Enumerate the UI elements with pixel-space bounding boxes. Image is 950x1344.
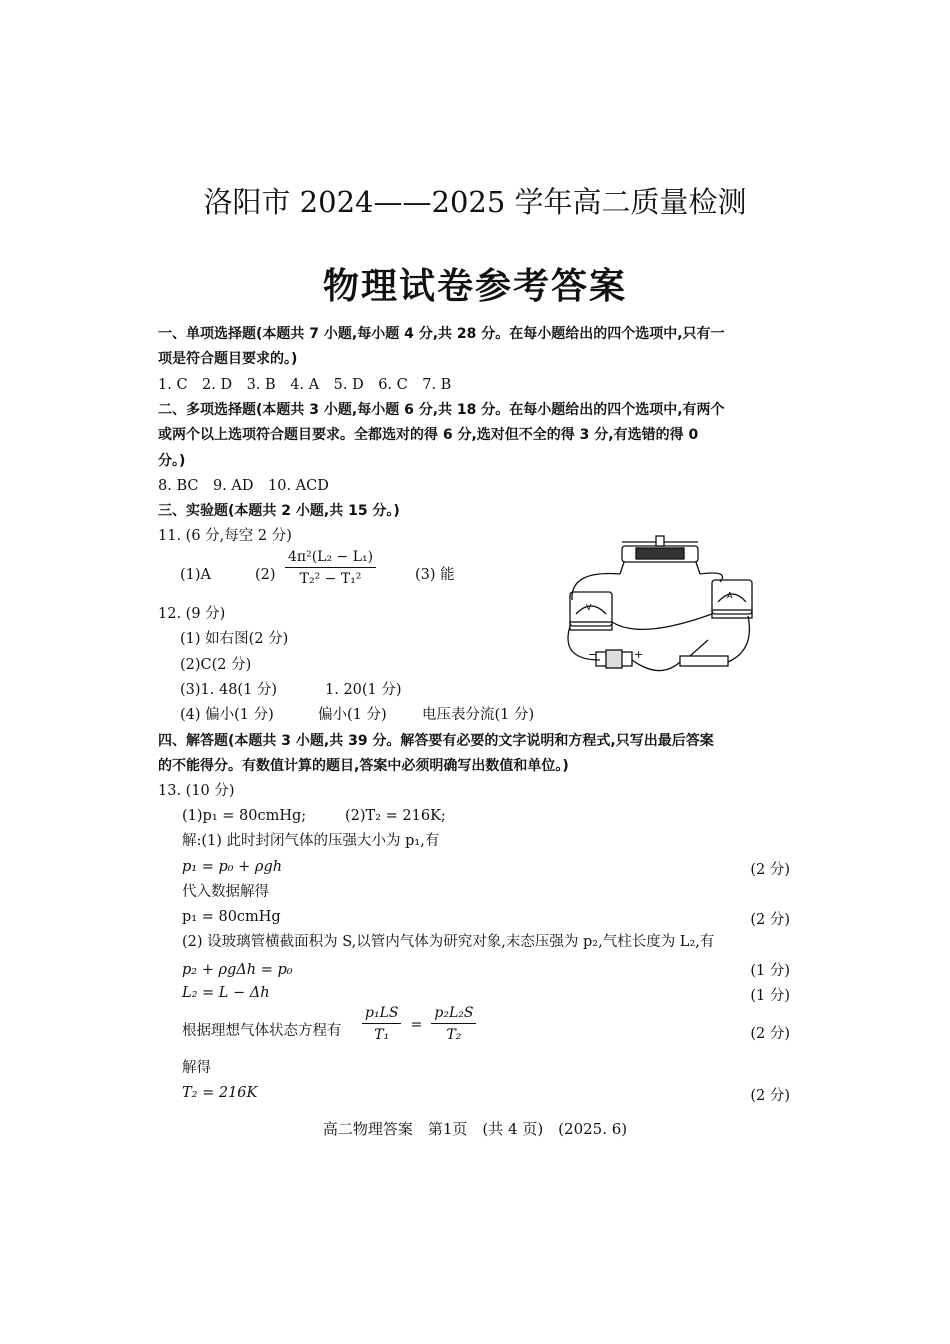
q12-answer4c: 电压表分流(1 分) — [422, 707, 535, 723]
q13-equation6: T₂ = 216K — [182, 1085, 258, 1101]
q11-answer3: (3) 能 — [415, 567, 455, 583]
rheostat-slider — [656, 536, 664, 546]
q13-substitute: 代入数据解得 — [182, 884, 269, 900]
section3-heading: 三、实验题(本题共 2 小题,共 15 分。) — [158, 503, 400, 519]
battery-plus-label: + — [634, 648, 644, 661]
q11-formula — [285, 549, 376, 587]
q11-formula-numerator: 4π²(L₂ − L₁) — [285, 549, 376, 568]
voltmeter-label: V — [586, 603, 592, 612]
q13-part2-setup: (2) 设玻璃管横截面积为 S,以管内气体为研究对象,末态压强为 p₂,气柱长度为 L₂,有 — [182, 934, 715, 950]
ammeter-label: A — [727, 591, 733, 600]
q13-equation5: $\frac{\text{p₁LS}}{\text{T₁}}$ = $\frac{\text{p₂L₂S}}{\text{T₂}}$ — [362, 1005, 476, 1043]
q13-equation5-prefix: 根据理想气体状态方程有 — [182, 1023, 342, 1039]
q12-answer4a: (4) 偏小(1 分) — [180, 707, 274, 723]
battery-minus-label: − — [588, 648, 598, 661]
q13-equation6-score: (2 分) — [750, 1088, 790, 1104]
q11-formula-denominator: T₂² − T₁² — [299, 571, 362, 587]
section2-heading-line1: 二、多项选择题(本题共 3 小题,每小题 6 分,共 18 分。在每小题给出的四个选项中,有两个 — [158, 402, 725, 418]
q11-answer1: (1)A — [180, 567, 212, 583]
q13-equation3-score: (1 分) — [750, 963, 790, 979]
q13-result1: (1)p₁ = 80cmHg; — [182, 808, 307, 824]
circuit-diagram — [560, 530, 760, 685]
rheostat-coil — [636, 548, 684, 559]
q13-equation4-score: (1 分) — [750, 988, 790, 1004]
q13-equation3: p₂ + ρgΔh = p₀ — [182, 962, 293, 978]
q11-answer2-label: (2) — [255, 567, 276, 583]
q13-equation4: L₂ = L − Δh — [182, 985, 270, 1001]
q12-answer2: (2)C(2 分) — [180, 657, 252, 673]
q13-eq5-den-right: T₂ — [446, 1027, 462, 1043]
q13-solve: 解得 — [182, 1060, 211, 1076]
q12-answer1: (1) 如右图(2 分) — [180, 631, 289, 647]
q13-eq5-den-left: T₁ — [374, 1027, 390, 1043]
page-footer: 高二物理答案 第1页 (共 4 页) (2025. 6) — [322, 1120, 628, 1138]
section1-heading-line1: 一、单项选择题(本题共 7 小题,每小题 4 分,共 28 分。在每小题给出的四个选项中,只有一 — [158, 326, 725, 342]
q13-heading: 13. (10 分) — [158, 783, 235, 799]
section2-answers: 8. BC 9. AD 10. ACD — [158, 478, 329, 494]
switch — [680, 656, 728, 666]
q13-equation5-score: (2 分) — [750, 1026, 790, 1042]
q13-equation2: p₁ = 80cmHg — [182, 909, 281, 925]
section4-heading-line2: 的不能得分。有数值计算的题目,答案中必须明确写出数值和单位。) — [158, 758, 569, 774]
q12-answer3b: 1. 20(1 分) — [325, 682, 402, 698]
q13-eq5-num-right: p₂L₂S — [431, 1005, 476, 1024]
q13-equation1: p₁ = p₀ + ρgh — [182, 859, 283, 875]
q12-answer4b: 偏小(1 分) — [318, 707, 387, 723]
section4-heading-line1: 四、解答题(本题共 3 小题,共 39 分。解答要有必要的文字说明和方程式,只写出最后答案 — [158, 733, 714, 749]
section2-heading-line2: 或两个以上选项符合题目要求。全都选对的得 6 分,选对但不全的得 3 分,有选错的得 0 — [158, 427, 699, 443]
q13-result2: (2)T₂ = 216K; — [345, 808, 446, 824]
page-title: 洛阳市 2024——2025 学年高二质量检测 — [203, 185, 747, 219]
q12-heading: 12. (9 分) — [158, 606, 226, 622]
q13-eq5-num-left: p₁LS — [362, 1005, 401, 1024]
q13-equation1-score: (2 分) — [750, 862, 790, 878]
section1-heading-line2: 项是符合题目要求的。) — [158, 351, 298, 367]
q12-answer3a: (3)1. 48(1 分) — [180, 682, 278, 698]
q11-heading: 11. (6 分,每空 2 分) — [158, 528, 292, 544]
section1-answers: 1. C 2. D 3. B 4. A 5. D 6. C 7. B — [158, 377, 452, 393]
q13-solution-intro: 解:(1) 此时封闭气体的压强大小为 p₁,有 — [182, 833, 440, 849]
section2-heading-line3: 分。) — [158, 453, 186, 469]
page-subtitle: 物理试卷参考答案 — [322, 265, 627, 307]
q13-equation2-score: (2 分) — [750, 912, 790, 928]
